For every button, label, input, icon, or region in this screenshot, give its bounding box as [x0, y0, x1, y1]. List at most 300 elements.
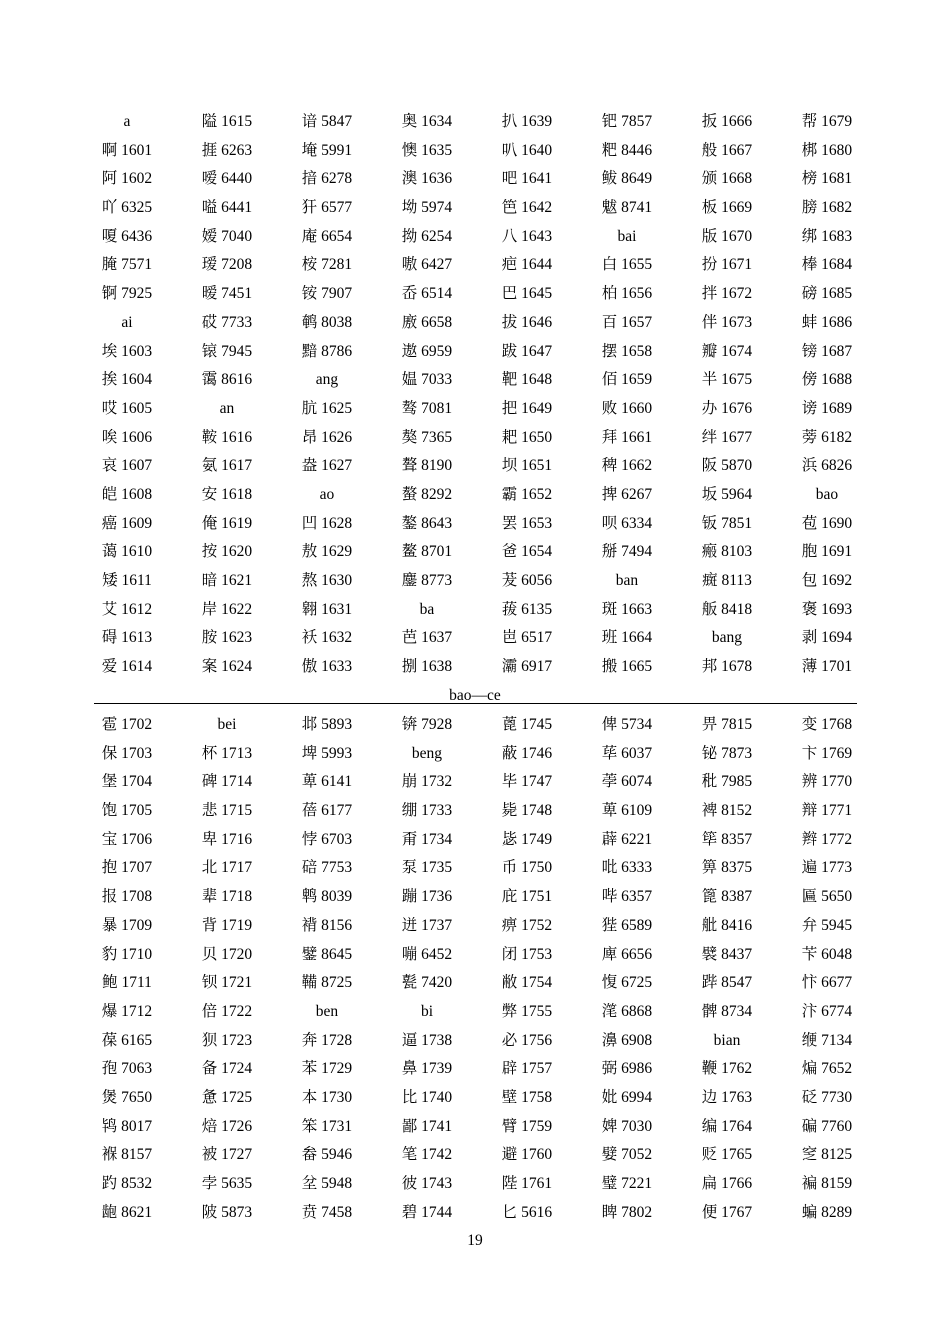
- table-cell: 悖 6703: [301, 830, 353, 848]
- table-cell: 边 1763: [701, 1088, 753, 1106]
- table-cell: bao: [815, 485, 839, 503]
- table-cell: 碧 1744: [401, 1203, 453, 1221]
- table-cell: 贲 7458: [301, 1203, 353, 1221]
- table-cell: 拗 6254: [401, 227, 453, 245]
- table-cell: 昂 1626: [301, 428, 353, 446]
- table-cell: 扁 1766: [701, 1175, 753, 1192]
- table-cell: 倍 1722: [201, 1002, 253, 1020]
- table-cell: 暧 7451: [201, 285, 253, 303]
- table-cell: 蔽 1746: [501, 744, 553, 762]
- table-cell: 般 1667: [701, 141, 753, 159]
- table-cell: 避 1760: [501, 1146, 553, 1164]
- table-cell: 扒 1639: [501, 113, 553, 130]
- table-cell: 氨 1617: [201, 457, 253, 475]
- table-cell: 皑 1608: [101, 485, 153, 503]
- table-cell: 庇 1751: [501, 888, 553, 906]
- table-cell: 嘣 6452: [401, 945, 453, 963]
- table-cell: ba: [419, 600, 435, 618]
- table-cell: 饱 1705: [101, 802, 153, 820]
- table-cell: 宝 1706: [101, 830, 153, 848]
- table-cell: 甭 1734: [401, 830, 453, 848]
- table-cell: 掰 7494: [601, 543, 653, 561]
- table-cell: 懊 1635: [401, 141, 453, 159]
- table-cell: 捭 6267: [601, 485, 653, 503]
- table-cell: 暗 1621: [201, 572, 253, 589]
- table-cell: 萆 6141: [301, 773, 353, 791]
- table-cell: 板 1669: [701, 199, 753, 217]
- table-cell: 斑 1663: [601, 600, 653, 618]
- table-cell: 锿 7945: [201, 342, 253, 360]
- table-cell: 扮 1671: [701, 256, 753, 274]
- table-cell: 笆 1642: [501, 199, 553, 217]
- section-title: bao—ce: [449, 687, 501, 704]
- table-cell: 铵 7907: [301, 285, 353, 303]
- table-cell: 蓖 1745: [501, 716, 553, 733]
- table-cell: a: [123, 113, 131, 130]
- table-cell: 遨 6959: [401, 342, 453, 360]
- table-cell: 廒 6658: [401, 313, 453, 331]
- table-cell: 哔 6357: [601, 888, 653, 906]
- table-cell: 被 1727: [201, 1146, 253, 1164]
- table-cell: 钣 7851: [701, 514, 753, 532]
- table-cell: 币 1750: [501, 859, 553, 877]
- table-cell: 背 1719: [201, 916, 253, 934]
- table-cell: 襞 8437: [701, 945, 753, 963]
- table-cell: 畀 7815: [701, 716, 753, 733]
- table-cell: bang: [711, 629, 743, 647]
- table-cell: 抱 1707: [101, 859, 153, 877]
- character-table-top: [77, 108, 877, 682]
- table-cell: 镑 1687: [801, 342, 853, 360]
- table-cell: 辈 1718: [201, 888, 253, 906]
- table-cell: 胺 1623: [201, 629, 253, 647]
- table-cell: 趵 8532: [101, 1175, 153, 1192]
- table-cell: 濞 6908: [601, 1031, 653, 1049]
- table-cell: 隘 1615: [201, 113, 253, 130]
- table-cell: 匾 5650: [801, 888, 853, 906]
- table-cell: 敝 1754: [501, 974, 553, 992]
- table-cell: 嗳 6440: [201, 170, 253, 188]
- table-cell: 邦 1678: [701, 658, 753, 676]
- table-cell: 毖 1749: [501, 830, 553, 848]
- table-cell: 愎 6725: [601, 974, 653, 992]
- table-cell: 爱 1614: [101, 658, 153, 676]
- table-cell: 媪 7033: [401, 371, 453, 389]
- table-cell: 獒 7365: [401, 428, 453, 446]
- table-cell: 毙 1748: [501, 802, 553, 820]
- table-cell: 傍 1688: [801, 371, 853, 389]
- table-cell: 笔 1742: [401, 1146, 453, 1164]
- table-cell: 卞 1769: [801, 744, 853, 762]
- table-cell: 螯 8292: [401, 485, 453, 503]
- table-cell: 褓 8157: [101, 1146, 153, 1164]
- table-cell: 伴 1673: [701, 313, 753, 331]
- table-cell: 巴 1645: [501, 285, 553, 303]
- table-cell: 缏 7134: [801, 1031, 853, 1049]
- table-cell: 桉 7281: [301, 256, 353, 274]
- table-cell: 变 1768: [801, 716, 853, 733]
- table-cell: 百 1657: [601, 313, 653, 331]
- table-cell: 蔼 1610: [101, 543, 153, 561]
- table-cell: 稗 1662: [601, 457, 653, 475]
- table-cell: 瓣 1674: [701, 342, 753, 360]
- table-cell: 帮 1679: [801, 113, 853, 130]
- table-cell: 妣 6994: [601, 1088, 653, 1106]
- table-cell: 褙 8156: [301, 916, 353, 934]
- table-cell: 班 1664: [601, 629, 653, 647]
- table-cell: 嫒 7040: [201, 227, 253, 245]
- table-cell: 逼 1738: [401, 1031, 453, 1049]
- table-cell: 耙 1650: [501, 428, 553, 446]
- table-cell: 锛 7928: [401, 716, 453, 733]
- table-cell: 坌 5948: [301, 1175, 353, 1192]
- table-cell: 吡 6333: [601, 859, 653, 877]
- table-cell: 霭 8616: [201, 371, 253, 389]
- table-cell: 拔 1646: [501, 313, 553, 331]
- table-cell: ao: [319, 485, 335, 503]
- table-cell: 煲 7650: [101, 1088, 153, 1106]
- table-cell: 腌 7571: [101, 256, 153, 274]
- table-cell: 俺 1619: [201, 514, 253, 532]
- table-cell: 褒 1693: [801, 600, 853, 618]
- table-cell: 窆 8125: [801, 1146, 853, 1164]
- table-cell: 安 1618: [201, 485, 253, 503]
- table-cell: 瑷 7208: [201, 256, 253, 274]
- table-cell: 甏 7420: [401, 974, 453, 992]
- table-cell: 袄 1632: [301, 629, 353, 647]
- table-cell: 忭 6677: [801, 974, 853, 992]
- table-cell: 鞭 1762: [701, 1060, 753, 1078]
- table-cell: 遍 1773: [801, 859, 853, 877]
- table-cell: 罢 1653: [501, 514, 553, 532]
- table-cell: 苞 1690: [801, 514, 853, 532]
- table-cell: 钯 7857: [601, 113, 653, 130]
- table-cell: 瘢 8103: [701, 543, 753, 561]
- table-cell: 版 1670: [701, 227, 753, 245]
- table-cell: 暴 1709: [101, 916, 153, 934]
- table-cell: 砭 7730: [801, 1088, 853, 1106]
- table-cell: 匕 5616: [501, 1203, 553, 1221]
- table-cell: 澳 1636: [401, 170, 453, 188]
- table-cell: 孢 7063: [101, 1060, 153, 1078]
- table-cell: 蹦 1736: [401, 888, 453, 906]
- table-cell: 龅 8621: [101, 1203, 153, 1221]
- table-cell: 嗷 6427: [401, 256, 453, 274]
- table-cell: 坳 5974: [401, 199, 453, 217]
- table-cell: 绑 1683: [801, 227, 853, 245]
- table-cell: 柏 1656: [601, 285, 653, 303]
- table-cell: 菝 6135: [501, 600, 553, 618]
- table-cell: 鸨 8017: [101, 1117, 153, 1135]
- page-number: 19: [467, 1232, 483, 1249]
- table-cell: 煸 7652: [801, 1060, 853, 1078]
- table-cell: 舭 8416: [701, 916, 753, 934]
- table-cell: 坂 5964: [701, 485, 753, 503]
- table-cell: 保 1703: [101, 744, 153, 762]
- table-cell: 本 1730: [301, 1088, 353, 1106]
- table-cell: 搬 1665: [601, 658, 653, 676]
- table-cell: 辩 1771: [801, 802, 853, 820]
- table-cell: 鳌 8701: [401, 543, 453, 561]
- table-cell: 挨 1604: [101, 371, 153, 389]
- table-cell: 辨 1770: [801, 773, 853, 791]
- table-cell: 办 1676: [701, 399, 753, 417]
- table-cell: 白 1655: [601, 256, 653, 274]
- table-cell: 扳 1666: [701, 113, 753, 130]
- table-cell: 弁 5945: [801, 916, 853, 934]
- table-cell: 癌 1609: [101, 514, 153, 532]
- table-cell: 筚 8357: [701, 830, 753, 848]
- table-cell: 钡 1721: [201, 974, 253, 992]
- table-cell: 榜 1681: [801, 170, 853, 188]
- table-cell: 蒡 6182: [801, 428, 853, 446]
- table-cell: 骜 7081: [401, 399, 453, 417]
- table-cell: 备 1724: [201, 1060, 253, 1078]
- table-cell: 壁 1758: [501, 1088, 553, 1106]
- section-divider: [94, 703, 857, 704]
- table-cell: 败 1660: [601, 399, 653, 417]
- table-cell: 埃 1603: [101, 342, 153, 360]
- table-cell: 笨 1731: [301, 1117, 353, 1135]
- table-cell: 滗 6868: [601, 1002, 653, 1020]
- table-cell: ban: [615, 572, 639, 589]
- table-cell: 嗌 6441: [201, 199, 253, 217]
- table-cell: 胞 1691: [801, 543, 853, 561]
- table-cell: 薄 1701: [801, 658, 853, 676]
- table-cell: 锕 7925: [101, 285, 153, 303]
- table-cell: 畚 5946: [301, 1146, 353, 1164]
- table-cell: 比 1740: [401, 1088, 453, 1106]
- table-cell: 鞴 8725: [301, 974, 353, 992]
- table-cell: 迸 1737: [401, 916, 453, 934]
- table-cell: 颁 1668: [701, 170, 753, 188]
- table-cell: 篦 8387: [701, 888, 753, 906]
- table-cell: 粑 8446: [601, 141, 653, 159]
- table-cell: 苯 1729: [301, 1060, 353, 1078]
- table-cell: 萆 6109: [601, 802, 653, 820]
- table-cell: 哀 1607: [101, 457, 153, 475]
- table-cell: 芭 1637: [401, 629, 453, 647]
- table-cell: 啊 1601: [101, 141, 153, 159]
- table-cell: 癍 8113: [702, 572, 752, 589]
- table-cell: 婢 7030: [601, 1117, 653, 1135]
- table-cell: 翱 1631: [301, 600, 353, 618]
- table-cell: 苄 6048: [801, 945, 853, 963]
- table-cell: 吖 6325: [101, 199, 153, 217]
- table-cell: ben: [315, 1002, 339, 1020]
- table-cell: 陛 1761: [501, 1175, 553, 1192]
- table-cell: 茇 6056: [501, 572, 553, 589]
- table-cell: 雹 1702: [101, 716, 153, 733]
- table-cell: 岜 6517: [501, 629, 553, 647]
- table-cell: beng: [411, 744, 443, 762]
- table-cell: 坝 1651: [501, 457, 553, 475]
- table-cell: 鲅 8649: [601, 170, 653, 188]
- table-cell: 捌 1638: [401, 658, 453, 676]
- table-cell: 聱 8190: [401, 457, 453, 475]
- table-cell: 焙 1726: [201, 1117, 253, 1135]
- table-cell: 奥 1634: [401, 113, 453, 130]
- table-cell: bai: [617, 227, 637, 245]
- table-cell: 豹 1710: [101, 945, 153, 963]
- table-cell: 疤 1644: [501, 256, 553, 274]
- table-cell: an: [219, 399, 235, 417]
- table-cell: 璧 7221: [601, 1175, 653, 1192]
- table-cell: 揞 6278: [301, 170, 353, 188]
- table-cell: 狈 1723: [201, 1031, 253, 1049]
- table-cell: 磅 1685: [801, 285, 853, 303]
- table-cell: 爆 1712: [101, 1002, 153, 1020]
- table-cell: 哎 1605: [101, 399, 153, 417]
- table-cell: 魃 8741: [601, 199, 653, 217]
- table-cell: 陂 5873: [201, 1203, 253, 1221]
- table-cell: bei: [217, 716, 237, 733]
- table-cell: 谙 5847: [301, 113, 353, 130]
- table-cell: 嗄 6436: [101, 227, 153, 245]
- table-cell: 贝 1720: [201, 945, 253, 963]
- table-cell: 鼻 1739: [401, 1060, 453, 1078]
- table-cell: 捱 6263: [201, 141, 253, 159]
- table-cell: 拜 1661: [601, 428, 653, 446]
- table-cell: 薜 6221: [601, 830, 653, 848]
- table-cell: 荸 6074: [601, 773, 653, 791]
- table-cell: 呗 6334: [601, 514, 653, 532]
- table-cell: 鞍 1616: [201, 428, 253, 446]
- table-cell: 邶 5893: [301, 716, 353, 733]
- table-cell: bian: [713, 1031, 741, 1049]
- table-cell: 杯 1713: [201, 744, 253, 762]
- table-cell: 把 1649: [501, 399, 553, 417]
- table-cell: 绷 1733: [401, 802, 453, 820]
- table-cell: ai: [121, 313, 133, 331]
- table-cell: 俾 5734: [601, 716, 653, 733]
- table-cell: 爸 1654: [501, 543, 553, 561]
- table-cell: 唉 1606: [101, 428, 153, 446]
- table-cell: 庵 6654: [301, 227, 353, 245]
- table-cell: 包 1692: [801, 572, 853, 589]
- table-cell: 北 1717: [201, 859, 253, 877]
- table-cell: 傲 1633: [301, 658, 353, 676]
- table-cell: 贬 1765: [701, 1146, 753, 1164]
- table-cell: 灞 6917: [501, 658, 553, 676]
- table-cell: 梆 1680: [801, 141, 853, 159]
- table-cell: 阿 1602: [101, 170, 153, 188]
- table-cell: 鏊 8643: [401, 514, 453, 532]
- table-cell: 编 1764: [701, 1117, 753, 1135]
- table-cell: 髀 8734: [701, 1002, 753, 1020]
- table-cell: 砹 7733: [201, 313, 253, 331]
- table-cell: 碚 7753: [301, 859, 353, 877]
- table-cell: 鲍 1711: [102, 974, 152, 992]
- table-cell: 便 1767: [701, 1203, 753, 1221]
- table-cell: 鐾 8645: [301, 945, 353, 963]
- table-cell: 蓓 6177: [301, 802, 353, 820]
- table-cell: 卑 1716: [201, 830, 253, 848]
- table-cell: 凹 1628: [301, 514, 353, 532]
- table-cell: 褊 8159: [801, 1175, 853, 1192]
- table-cell: 蝙 8289: [801, 1203, 853, 1221]
- table-cell: 嬖 7052: [601, 1146, 653, 1164]
- character-table-bottom: [77, 711, 877, 1227]
- table-cell: 辟 1757: [501, 1060, 553, 1078]
- table-cell: 阪 5870: [701, 457, 753, 475]
- table-cell: 臂 1759: [501, 1117, 553, 1135]
- table-cell: 鏖 8773: [401, 572, 453, 589]
- table-cell: 拌 1672: [701, 285, 753, 303]
- table-cell: 堡 1704: [101, 773, 153, 791]
- table-cell: 棒 1684: [801, 256, 853, 274]
- table-cell: 岸 1622: [201, 600, 253, 618]
- table-cell: 弼 6986: [601, 1060, 653, 1078]
- table-cell: bi: [420, 1002, 434, 1020]
- table-cell: 跋 1647: [501, 342, 553, 360]
- table-cell: 霸 1652: [501, 485, 553, 503]
- table-cell: 闭 1753: [501, 945, 553, 963]
- table-cell: 犴 6577: [301, 199, 353, 217]
- table-cell: 熬 1630: [301, 572, 353, 589]
- table-cell: 按 1620: [201, 543, 253, 561]
- table-cell: 鄙 1741: [401, 1117, 453, 1135]
- table-cell: 谤 1689: [801, 399, 853, 417]
- table-cell: 敖 1629: [301, 543, 353, 561]
- table-cell: 荜 6037: [601, 744, 653, 762]
- table-cell: 毕 1747: [501, 773, 553, 791]
- table-cell: 矮 1611: [102, 572, 152, 589]
- table-cell: 吧 1641: [501, 170, 553, 188]
- table-cell: 悲 1715: [201, 802, 253, 820]
- table-cell: 必 1756: [501, 1031, 553, 1049]
- table-cell: 埤 5993: [301, 744, 353, 762]
- table-cell: 艾 1612: [101, 600, 153, 618]
- table-cell: 黯 8786: [301, 342, 353, 360]
- table-cell: 碍 1613: [101, 629, 153, 647]
- table-cell: 泵 1735: [401, 859, 453, 877]
- table-cell: ang: [315, 371, 339, 389]
- table-cell: 庳 6656: [601, 945, 653, 963]
- table-cell: 绊 1677: [701, 428, 753, 446]
- table-cell: 弊 1755: [501, 1002, 553, 1020]
- table-cell: 埯 5991: [301, 141, 353, 159]
- table-cell: 铋 7873: [701, 744, 753, 762]
- table-cell: 摆 1658: [601, 342, 653, 360]
- table-cell: 崩 1732: [401, 773, 453, 791]
- table-cell: 碥 7760: [801, 1117, 853, 1135]
- table-cell: 秕 7985: [701, 773, 753, 791]
- table-cell: 狴 6589: [601, 916, 653, 934]
- table-cell: 剥 1694: [801, 629, 853, 647]
- table-cell: 盎 1627: [301, 457, 353, 475]
- table-cell: 佰 1659: [601, 371, 653, 389]
- table-cell: 彼 1743: [401, 1175, 453, 1192]
- table-cell: 惫 1725: [201, 1088, 253, 1106]
- table-cell: 鹎 8039: [301, 888, 353, 906]
- table-cell: 奔 1728: [301, 1031, 353, 1049]
- table-cell: 半 1675: [701, 371, 753, 389]
- table-cell: 跸 8547: [701, 974, 753, 992]
- table-cell: 靶 1648: [501, 371, 553, 389]
- table-cell: 八 1643: [501, 227, 553, 245]
- table-cell: 案 1624: [201, 658, 253, 676]
- table-cell: 孛 5635: [201, 1175, 253, 1192]
- table-cell: 岙 6514: [401, 285, 453, 303]
- table-cell: 碑 1714: [201, 773, 253, 791]
- table-cell: 葆 6165: [101, 1031, 153, 1049]
- table-cell: 痹 1752: [501, 916, 553, 934]
- table-cell: 叭 1640: [501, 141, 553, 159]
- table-cell: 肮 1625: [301, 399, 353, 417]
- table-cell: 膀 1682: [801, 199, 853, 217]
- table-cell: 睥 7802: [601, 1203, 653, 1221]
